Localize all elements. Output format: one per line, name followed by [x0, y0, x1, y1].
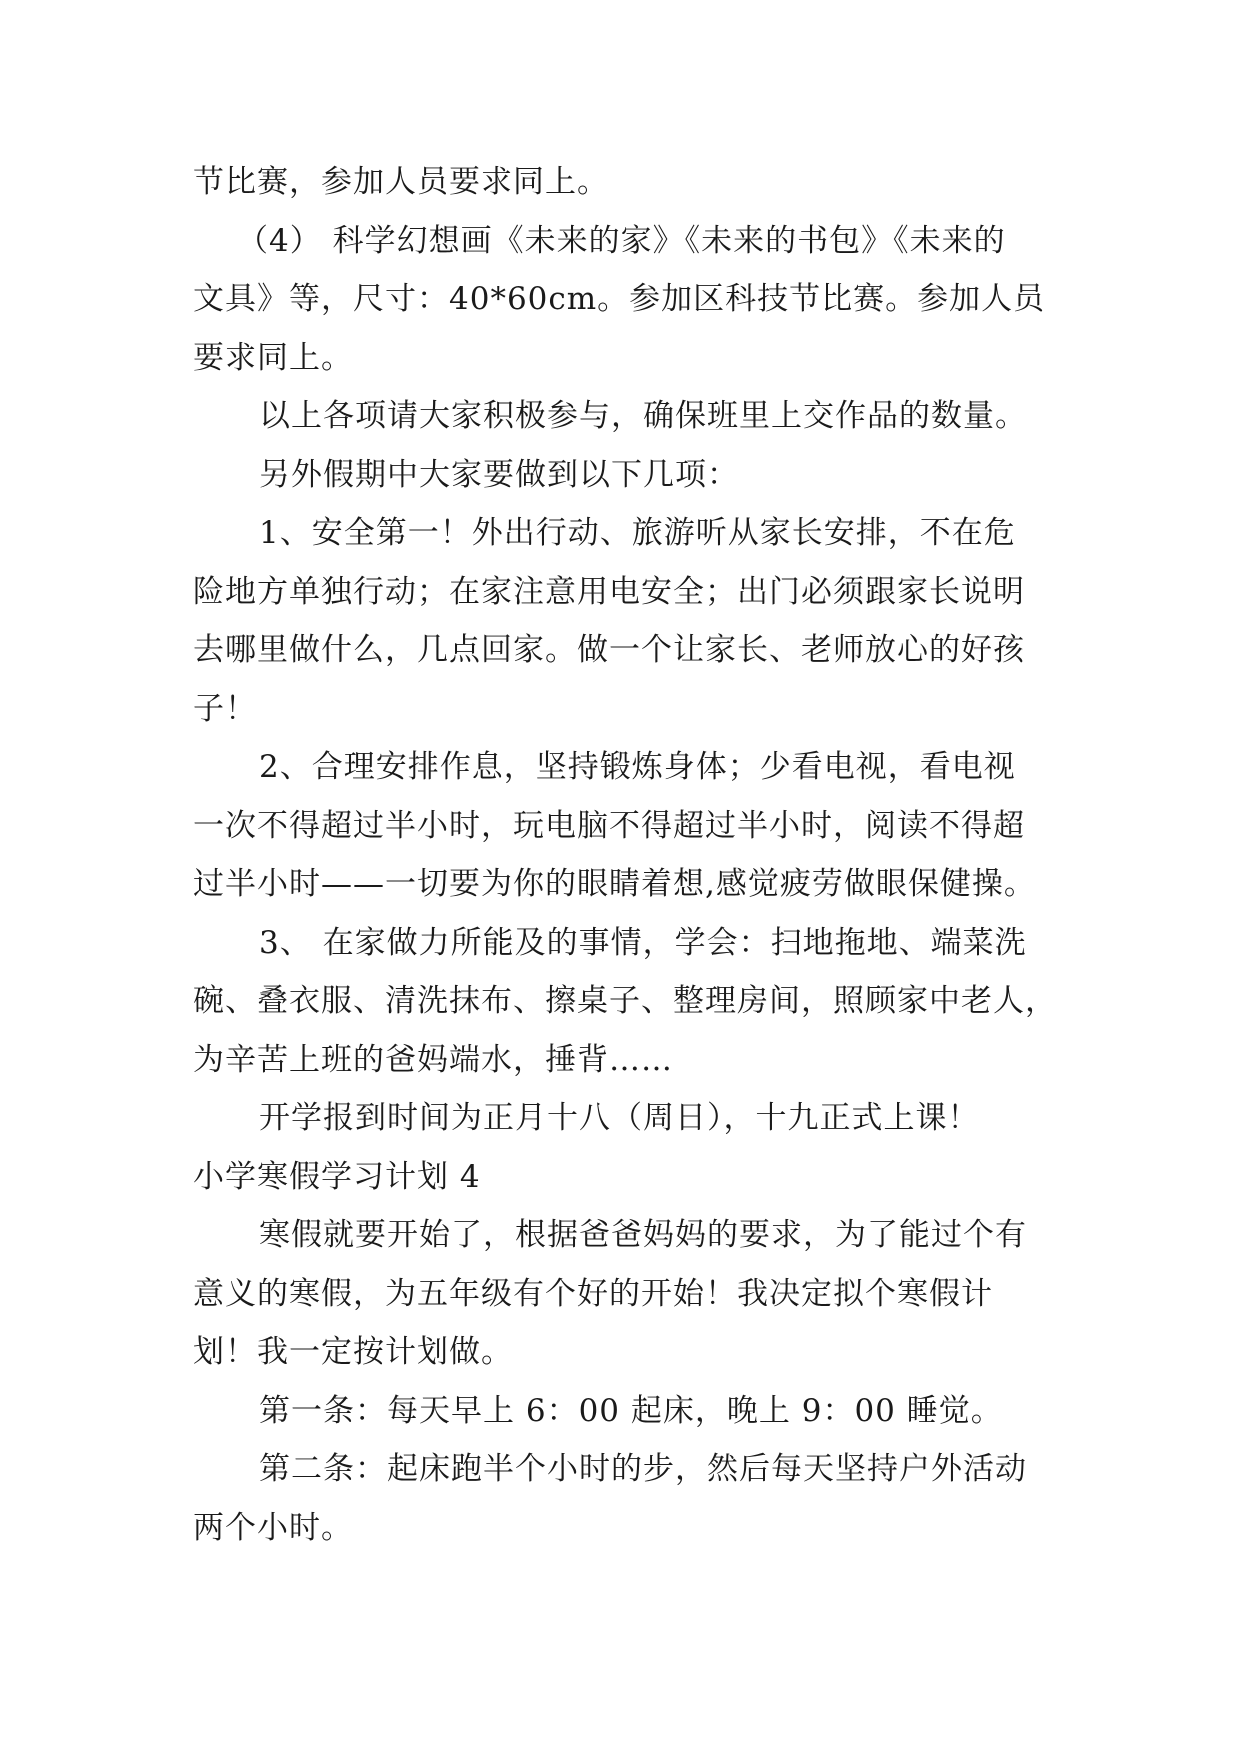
text-line: 开学报到时间为正月十八（周日），十九正式上课！: [259, 1100, 980, 1136]
text-line: 节比赛，参加人员要求同上。: [193, 164, 609, 200]
text-line: 过半小时——一切要为你的眼睛着想,感觉疲劳做眼保健操。: [193, 866, 1036, 902]
text-line: 文具》等，尺寸：40*60cm。参加区科技节比赛。参加人员: [193, 281, 1046, 317]
text-line: 另外假期中大家要做到以下几项：: [259, 456, 739, 493]
text-line: 险地方单独行动；在家注意用电安全；出门必须跟家长说明: [193, 573, 1025, 610]
text-line: 3、 在家做力所能及的事情，学会：扫地拖地、端菜洗: [259, 924, 1027, 961]
section-heading: 小学寒假学习计划 4: [193, 1158, 481, 1195]
text-line: （4） 科学幻想画《未来的家》《未来的书包》《未来的: [237, 222, 1006, 259]
text-line: 两个小时。: [193, 1509, 353, 1546]
text-line: 寒假就要开始了，根据爸爸妈妈的要求，为了能过个有: [259, 1217, 1027, 1253]
text-line: 2、合理安排作息，坚持锻炼身体；少看电视，看电视: [259, 749, 1016, 785]
text-line: 划！我一定按计划做。: [193, 1334, 513, 1370]
text-line: 意义的寒假，为五年级有个好的开始！我决定拟个寒假计: [193, 1275, 993, 1312]
text-line: 为辛苦上班的爸妈端水，捶背……: [193, 1041, 673, 1078]
text-line: 子！: [193, 690, 257, 727]
text-line: 1、安全第一！外出行动、旅游听从家长安排，不在危: [259, 515, 1016, 551]
text-line: 要求同上。: [193, 339, 353, 376]
document-body: [193, 153, 1057, 1557]
text-line: 去哪里做什么，几点回家。做一个让家长、老师放心的好孩: [193, 632, 1025, 668]
text-line: 第二条：起床跑半个小时的步，然后每天坚持户外活动: [259, 1451, 1027, 1487]
text-line: 以上各项请大家积极参与，确保班里上交作品的数量。: [259, 398, 1027, 434]
text-line: 一次不得超过半小时，玩电脑不得超过半小时，阅读不得超: [193, 807, 1025, 844]
text-line: 碗、叠衣服、清洗抹布、擦桌子、整理房间，照顾家中老人，: [193, 983, 1057, 1019]
text-line: 第一条：每天早上 6：00 起床，晚上 9：00 睡觉。: [259, 1392, 1003, 1429]
